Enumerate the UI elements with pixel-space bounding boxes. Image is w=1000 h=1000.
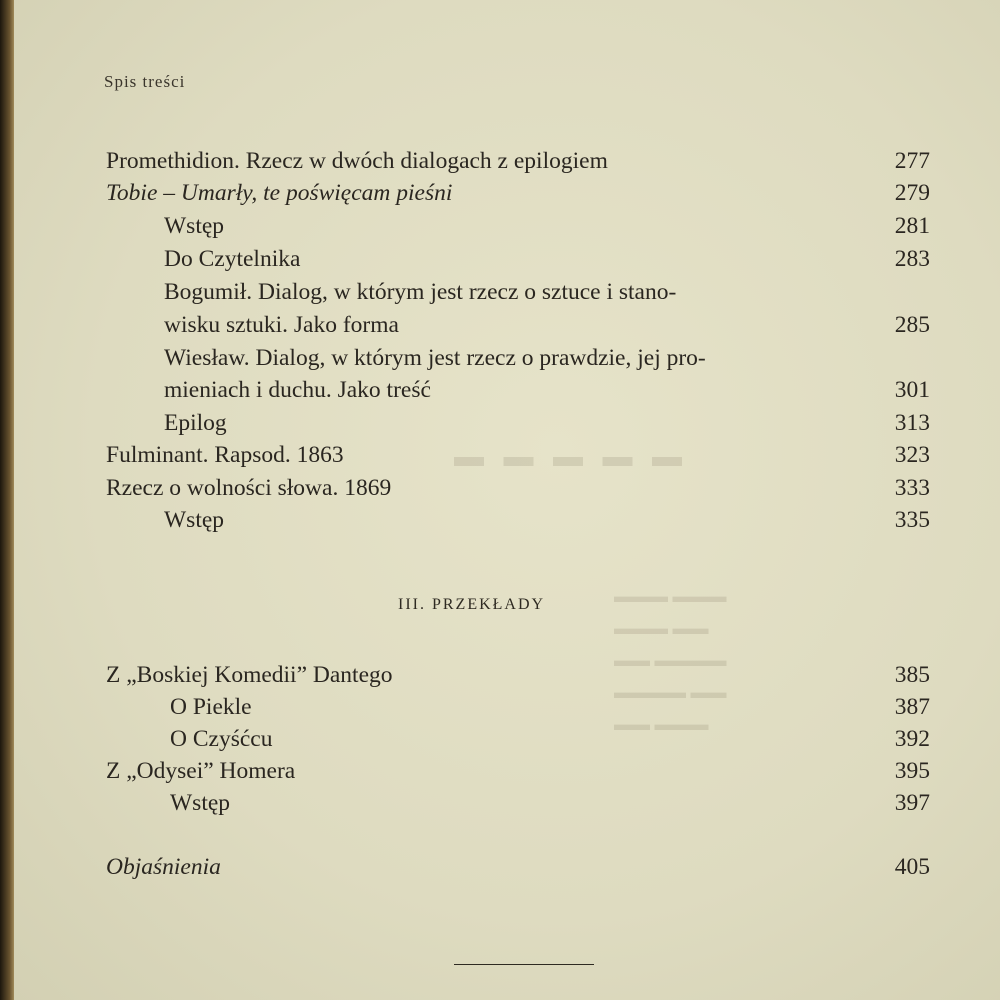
toc-entry — [14, 243, 1000, 276]
toc-entry — [14, 755, 1000, 788]
toc-entry-title: mieniach i duchu. Jako treść — [164, 377, 431, 403]
bottom-rule-divider — [454, 964, 594, 965]
toc-entry-page: 385 — [894, 662, 930, 688]
toc-entry-title: Wiesław. Dialog, w którym jest rzecz o prawdzie, jej pro- — [164, 345, 706, 371]
toc-entry — [14, 276, 1000, 309]
toc-entry-title: O Czyśćcu — [170, 726, 273, 752]
toc-entry-page: 281 — [894, 213, 930, 239]
toc-entry — [14, 851, 1000, 884]
section-heading: III. PRZEKŁADY — [398, 596, 546, 613]
toc-entry — [14, 145, 1000, 178]
toc-entry-page: 392 — [894, 726, 930, 752]
toc-entry-title: Wstęp — [170, 790, 231, 816]
toc-entry-title: Z „Odysei” Homera — [106, 758, 296, 784]
toc-entry — [14, 342, 1000, 375]
toc-entry-title: Epilog — [164, 410, 227, 436]
toc-entry-page: 301 — [894, 377, 930, 403]
toc-entry-page: 405 — [894, 854, 930, 880]
toc-entry-title: Wstęp — [164, 507, 225, 533]
toc-entry — [14, 472, 1000, 505]
toc-entry-page: 333 — [894, 475, 930, 501]
toc-entry-title: wisku sztuki. Jako forma — [164, 312, 399, 338]
toc-entry-page: 387 — [894, 694, 930, 720]
toc-entry — [14, 659, 1000, 692]
toc-entry-title: O Piekle — [170, 694, 252, 720]
toc-entry-title: Tobie – Umarły, te poświęcam pieśni — [106, 180, 453, 206]
toc-entry — [14, 504, 1000, 537]
toc-entry-title: Do Czytelnika — [164, 246, 301, 272]
show-through-decoration-lines: ▬▬▬ ▬▬▬ ▬▬▬ ▬▬ ▬▬ ▬▬▬▬ ▬▬▬▬ ▬▬ ▬▬ ▬▬▬ — [614, 586, 727, 734]
toc-entry-page: 335 — [894, 507, 930, 533]
toc-entry-page: 283 — [894, 246, 930, 272]
running-head: Spis treści — [104, 72, 186, 91]
toc-entry-title: Objaśnienia — [106, 854, 221, 880]
toc-entry — [14, 407, 1000, 440]
toc-entry-title: Wstęp — [164, 213, 225, 239]
toc-entry-page: 323 — [894, 442, 930, 468]
toc-entry — [14, 374, 1000, 407]
show-through-decoration: ▬ ▬ ▬ ▬ ▬ — [454, 440, 688, 473]
toc-entry-page: 395 — [894, 758, 930, 784]
toc-entry — [14, 210, 1000, 243]
toc-entry-title: Rzecz o wolności słowa. 1869 — [106, 475, 392, 501]
toc-entry-title: Z „Boskiej Komedii” Dantego — [106, 662, 393, 688]
toc-entry-title: Bogumił. Dialog, w którym jest rzecz o sztuce i stano- — [164, 279, 677, 305]
toc-entry — [14, 439, 1000, 472]
toc-entry — [14, 177, 1000, 210]
toc-entry-page: 313 — [894, 410, 930, 436]
toc-entry-page: 277 — [894, 148, 930, 174]
toc-entry — [14, 309, 1000, 342]
book-spine-shadow — [0, 0, 14, 1000]
toc-entry — [14, 691, 1000, 724]
toc-entry-title: Fulminant. Rapsod. 1863 — [106, 442, 344, 468]
toc-entry — [14, 723, 1000, 756]
toc-entry-page: 279 — [894, 180, 930, 206]
toc-entry-title: Promethidion. Rzecz w dwóch dialogach z epilogiem — [106, 148, 608, 174]
toc-entry-page: 397 — [894, 790, 930, 816]
book-page — [14, 0, 1000, 1000]
toc-entry — [14, 787, 1000, 820]
toc-entry-page: 285 — [894, 312, 930, 338]
